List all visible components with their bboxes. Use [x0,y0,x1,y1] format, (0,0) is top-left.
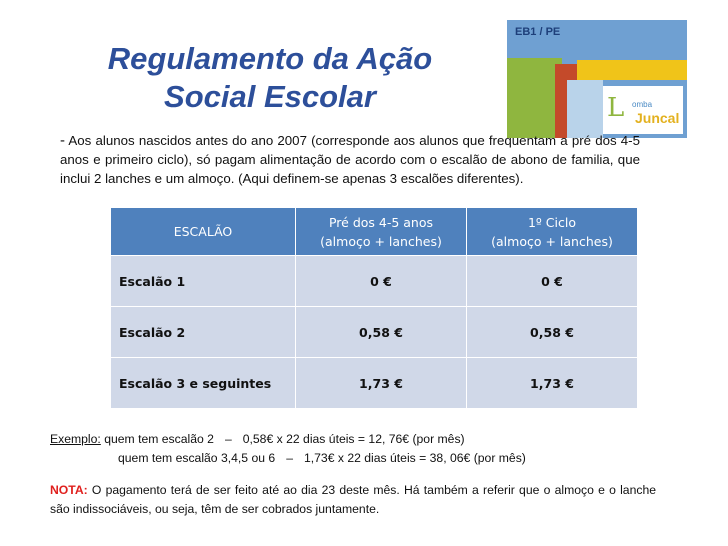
example-line-2 [50,449,690,468]
cell-ciclo: 1,73 € [467,358,638,409]
cell-pre: 0 € [296,256,467,307]
title-line-2: Social Escolar [164,79,376,114]
nota-paragraph [50,481,656,519]
example-line2-sep: – [286,451,293,465]
example-line2-calc: 1,73€ x 22 dias úteis = 38, 06€ (por mês) [303,451,526,465]
logo-name-small: omba [632,100,653,109]
cell-escalao: Escalão 3 e seguintes [111,358,296,409]
example-block [50,430,690,468]
cell-pre: 0,58 € [296,307,467,358]
cell-pre: 1,73 € [296,358,467,409]
nota-text: O pagamento terá de ser feito até ao dia 23 deste mês. Há também a referir que o almoço e o lanche são indissociáveis, ou seja, têm de ser cobrados juntamente. [50,483,656,516]
header-ciclo-sub: (almoço + lanches) [491,233,613,249]
header-pre [296,208,467,256]
intro-text: Aos alunos nascidos antes do ano 2007 (corresponde aos alunos que frequentam a pré dos 4-5 anos e primeiro ciclo), só pagam alimentação de acordo com o escalão de abono de familia, que inclui 2 lanches e um almoço. (Aqui definem-se apenas 3 escalões diferentes). [60,133,640,186]
example-line1-calc: 0,58€ x 22 dias úteis = 12, 76€ (por mês) [242,432,465,446]
intro-paragraph [60,131,640,188]
header-ciclo-text: 1º Ciclo [527,214,576,230]
logo-block-lightblue [567,80,603,138]
title-line-1: Regulamento da Ação [107,41,433,76]
logo-block-green [507,58,562,138]
cell-escalao: Escalão 2 [111,307,296,358]
table-row [111,307,638,358]
example-label: Exemplo: [50,432,101,446]
example-line2-who: quem tem escalão 3,4,5 ou 6 [118,451,276,465]
cell-ciclo: 0,58 € [467,307,638,358]
intro-dash: - [60,132,65,149]
example-line-1 [50,430,690,449]
logo-name-big: Juncal [635,110,680,126]
table-row [111,256,638,307]
escalao-table [110,207,638,409]
nota-label: NOTA: [50,483,88,497]
header-escalao-text: ESCALÃO [173,224,233,239]
header-pre-text: Pré dos 4-5 anos [328,214,434,230]
school-logo [507,20,687,138]
header-pre-sub: (almoço + lanches) [320,233,442,249]
logo-block-yellow [577,60,687,80]
logo-label: EB1 / PE [515,26,561,38]
header-escalao [111,208,296,256]
page-title [40,40,500,116]
example-line1-sep: – [224,432,232,446]
table-row [111,358,638,409]
header-ciclo [467,208,638,256]
logo-letter: L [607,93,625,123]
table-header-row [111,208,638,256]
example-line1-who: quem tem escalão 2 [104,432,214,446]
cell-ciclo: 0 € [467,256,638,307]
cell-escalao: Escalão 1 [111,256,296,307]
